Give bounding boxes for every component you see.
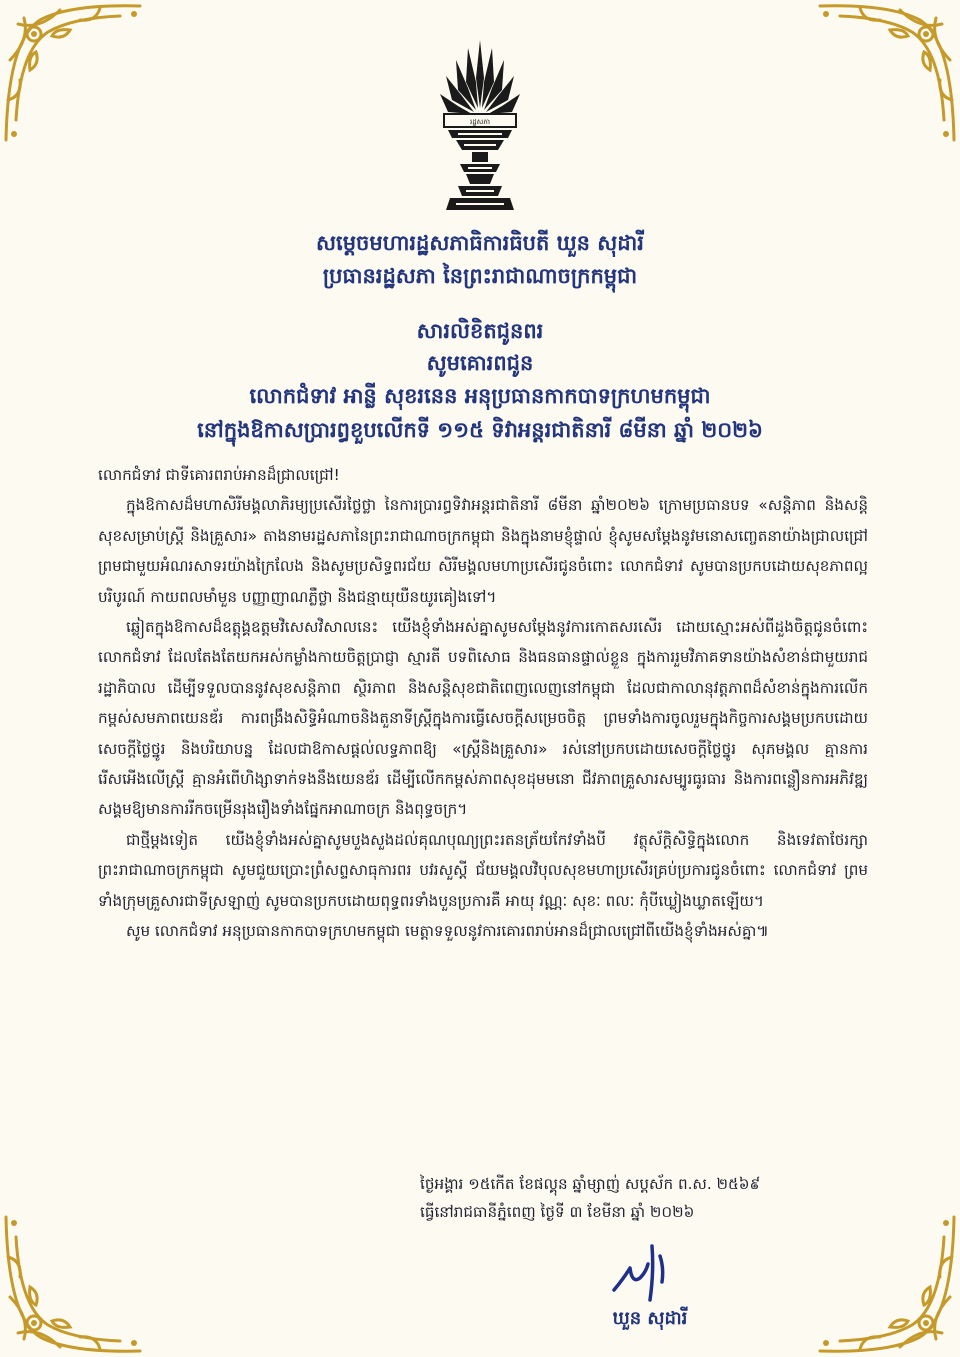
corner-ornament-bottom-right: [810, 1207, 960, 1357]
occasion-heading: នៅក្នុងឱកាសប្រារព្ធខួបលើកទី ១១៥ ទិវាអន្តរជាតិនារី ៨មីនា ឆ្នាំ ២០២៦: [197, 418, 763, 442]
corner-ornament-top-left: [0, 0, 150, 150]
body-paragraph: ក្នុងឱកាសដ៏មហាសិរីមង្គលាភិរម្យប្រសើរថ្លៃថ្លា នៃការប្រារព្ធទិវាអន្តរជាតិនារី ៨មីនា ឆ្នាំ២០២៦ ក្រោមប្រធានបទ «សន្តិភាព និងសន្តិសុខសម្រាប់ស្ត្រី និងគ្រួសារ» តាងនាមរដ្ឋសភានៃព្រះរាជាណាចក្រកម្ពុជា និងក្នុងនាមខ្ញុំផ្ទាល់ ខ្ញុំសូមសម្ដែងនូវមនោសញ្ចេតនាយ៉ាងជ្រាលជ្រៅ ព្រមជាមួយអំណរសាទរយ៉ាងក្រៃលែង និងសូមប្រសិទ្ធពរជ័យ សិរីមង្គលមហាប្រសើរជូនចំពោះ លោកជំទាវ សូមបានប្រកបដោយសុខភាពល្អ បរិបូរណ៍ កាយពលមាំមួន បញ្ញាញាណភ្លឺថ្លា និងជន្មាយុយឺនយូរគៀងទៅ។: [98, 496, 868, 606]
document-type-heading: សារលិខិតជូនពរ: [416, 319, 544, 343]
solar-date-line: ធ្វើនៅរាជធានីភ្នំពេញ ថ្ងៃទី ៣ ខែមីនា ឆ្នាំ ២០២៦: [420, 1203, 695, 1221]
emblem-banner-text: រដ្ឋសភា: [470, 118, 490, 126]
sender-name: សម្ដេចមហារដ្ឋសភាធិការធិបតី ឃួន សុដារី: [316, 231, 644, 255]
national-assembly-emblem-icon: [428, 38, 532, 218]
greeting-line: លោកជំទាវ ជាទីគោរពរាប់អានដ៏ជ្រាលជ្រៅ!: [98, 466, 340, 484]
body-paragraph: សូម លោកជំទាវ អនុប្រធានកាកបាទក្រហមកម្ពុជា មេត្តាទទួលនូវការគោរពរាប់អានដ៏ជ្រាលជ្រៅពីយើងខ្ញុំទាំងអស់គ្នា៕: [126, 922, 769, 941]
recipient-heading: លោកជំទាវ អាន្លី សុខរនេន អនុប្រធានកាកបាទក្រហមកម្ពុជា: [249, 384, 711, 408]
body-paragraph: ឆ្លៀតក្នុងឱកាសដ៏ឧត្តុង្គឧត្តមវិសេសវិសាលនេះ យើងខ្ញុំទាំងអស់គ្នាសូមសម្ដែងនូវការកោតសរសើរ ដោយស្មោះអស់ពីដួងចិត្តជូនចំពោះ លោកជំទាវ ដែលតែងតែយកអស់កម្លាំងកាយចិត្តប្រាជ្ញា ស្មារតី បទពិសោធ និងធនធានផ្ទាល់ខ្លួន ក្នុងការរួមវិភាគទានយ៉ាងសំខាន់ជាមួយរាជរដ្ឋាភិបាល ដើម្បីទទួលបាននូវសុខសន្តិភាព ស្ថិរភាព និងសន្តិសុខជាតិពេញលេញនៅកម្ពុជា ដែលជាកាលានុវត្តភាពដ៏សំខាន់ក្នុងការលើកកម្ពស់សមភាពយេនឌ័រ ការពង្រឹងសិទ្ធិអំណាចនិងតួនាទីស្ត្រីក្នុងការធ្វើសេចក្ដីសម្រេចចិត្ត ព្រមទាំងការចូលរួមក្នុងកិច្ចការសង្គមប្រកបដោយសេចក្ដីថ្លៃថ្នូរ និងបរិយាបន្ន ដែលជាឱកាសផ្ដល់លទ្ធភាពឱ្យ «ស្ត្រីនិងគ្រួសារ» រស់នៅប្រកបដោយសេចក្ដីថ្លៃថ្នូរ សុភមង្គល គ្មានការរើសអើងលើស្ត្រី គ្មានអំពើហិង្សាទាក់ទងនឹងយេនឌ័រ ដើម្បីលើកកម្ពស់ភាពសុខដុមមនោ ជីវភាពគ្រួសារសម្បូរធូរធារ និងការពន្លឿនការអភិវឌ្ឍសង្គមឱ្យមានការរីកចម្រើនរុងរឿងទាំងផ្នែកអាណាចក្រ និងពុទ្ធចក្រ។: [98, 618, 868, 819]
lunar-date-line: ថ្ងៃអង្គារ ១៥កើត ខែផល្គុន ឆ្នាំម្សាញ់ សប្តស័ក ព.ស. ២៥៦៩: [420, 1175, 761, 1193]
signer-name: ឃួន សុដារី: [612, 1308, 688, 1329]
salutation-heading: សូមគោរពជូន: [426, 351, 534, 375]
sender-title: ប្រធានរដ្ឋសភា នៃព្រះរាជាណាចក្រកម្ពុជា: [322, 264, 638, 288]
handwritten-signature-icon: [608, 1238, 688, 1308]
body-paragraph: ជាថ្មីម្ដងទៀត យើងខ្ញុំទាំងអស់គ្នាសូមបួងសួងដល់គុណបុណ្យព្រះរតនត្រ័យកែវទាំងបី វត្ថុស័ក្តិសិទ្ធិក្នុងលោក និងទេវតាថែរក្សាព្រះរាជាណាចក្រកម្ពុជា សូមជួយប្រោះព្រំសព្ទសាធុការពរ បវរសួស្ដី ជ័យមង្គលវិបុលសុខមហាប្រសើរគ្រប់ប្រការជូនចំពោះ លោកជំទាវ ព្រមទាំងក្រុមគ្រួសារជាទីស្រឡាញ់ សូមបានប្រកបដោយពុទ្ធពរទាំងបួនប្រការគឺ អាយុ វណ្ណៈ សុខៈ ពលៈ កុំបីឃ្លៀងឃ្លាតឡើយ។: [98, 830, 868, 910]
corner-ornament-top-right: [810, 0, 960, 150]
corner-ornament-bottom-left: [0, 1207, 150, 1357]
letter-body: [98, 460, 868, 947]
